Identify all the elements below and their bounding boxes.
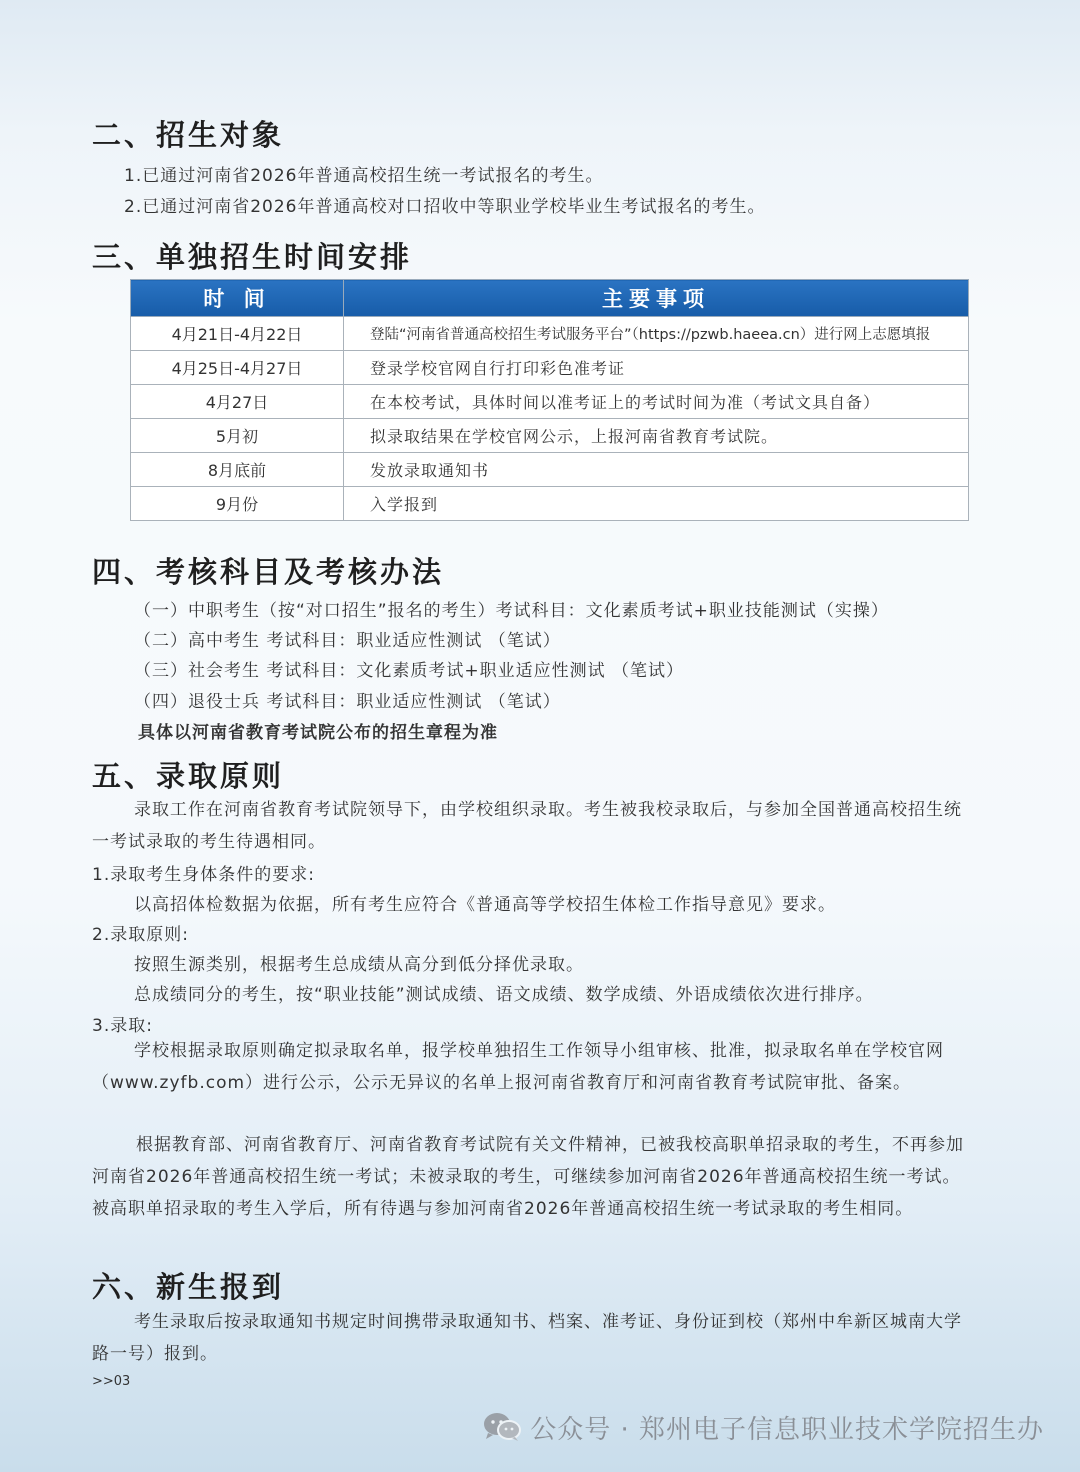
- row-time: 4月21日-4月22日: [131, 317, 344, 351]
- header-event: 主要事项: [344, 280, 969, 317]
- row-event: 拟录取结果在学校官网公示，上报河南省教育考试院。: [344, 419, 969, 453]
- sec4-note: 具体以河南省教育考试院公布的招生章程为准: [138, 723, 498, 743]
- table-row: [131, 453, 969, 487]
- sec5-sub1-text: 以高招体检数据为依据，所有考生应符合《普通高等学校招生体检工作指导意见》要求。: [134, 895, 836, 915]
- sec4-item-4: （四）退役士兵 考试科目：职业适应性测试 （笔试）: [134, 692, 561, 712]
- row-time: 4月27日: [131, 385, 344, 419]
- section-3-title: 三、单独招生时间安排: [92, 240, 413, 274]
- row-time: 8月底前: [131, 453, 344, 487]
- sec5-sub2-text1: 按照生源类别，根据考生总成绩从高分到低分择优录取。: [134, 955, 584, 975]
- schedule-table: [130, 279, 969, 521]
- row-time: 9月份: [131, 487, 344, 521]
- header-time: 时 间: [131, 280, 344, 317]
- sec5-sub3-title: 3.录取:: [92, 1016, 153, 1036]
- sec4-item-2: （二）高中考生 考试科目：职业适应性测试 （笔试）: [134, 631, 561, 651]
- sec2-item-1: 1.已通过河南省2026年普通高校招生统一考试报名的考生。: [124, 166, 604, 186]
- table-row: [131, 385, 969, 419]
- sec5-sub3-text: 学校根据录取原则确定拟录取名单，报学校单独招生工作领导小组审核、批准，拟录取名单在学校官网（www.zyfb.com）进行公示，公示无异议的名单上报河南省教育厅和河南省教育考试院审批、备案。: [92, 1041, 944, 1093]
- row-event: 在本校考试，具体时间以准考证上的考试时间为准（考试文具自备）: [344, 385, 969, 419]
- row-event: 入学报到: [344, 487, 969, 521]
- sec5-sub2-text2: 总成绩同分的考生，按“职业技能”测试成绩、语文成绩、数学成绩、外语成绩依次进行排序。: [134, 985, 874, 1005]
- sec5-intro: 录取工作在河南省教育考试院领导下，由学校组织录取。考生被我校录取后，与参加全国普通高校招生统一考试录取的考生待遇相同。: [92, 800, 962, 852]
- sec2-item-2: 2.已通过河南省2026年普通高校对口招收中等职业学校毕业生考试报名的考生。: [124, 197, 766, 217]
- table-row: [131, 317, 969, 351]
- wechat-icon: [482, 1411, 522, 1450]
- sec5-sub2-title: 2.录取原则:: [92, 925, 189, 945]
- section-4-title: 四、考核科目及考核办法: [92, 555, 445, 589]
- sec5-sub1-title: 1.录取考生身体条件的要求:: [92, 865, 315, 885]
- table-row: [131, 487, 969, 521]
- footer-text: 公众号 · 郑州电子信息职业技术学院招生办: [530, 1415, 1044, 1445]
- row-time: 4月25日-4月27日: [131, 351, 344, 385]
- table-row: [131, 351, 969, 385]
- page-number: >>03: [92, 1374, 131, 1389]
- footer-watermark: [482, 1409, 1044, 1450]
- section-6-title: 六、新生报到: [92, 1270, 285, 1304]
- table-row: [131, 419, 969, 453]
- row-time: 5月初: [131, 419, 344, 453]
- row-event: 登录学校官网自行打印彩色准考证: [344, 351, 969, 385]
- section-2-title: 二、招生对象: [92, 118, 285, 152]
- sec5-final-text: 根据教育部、河南省教育厅、河南省教育考试院有关文件精神，已被我校高职单招录取的考生，不再参加河南省2026年普通高校招生统一考试；未被录取的考生，可继续参加河南省2026年普通高校招生统一考试。被高职单招录取的考生入学后，所有待遇与参加河南省2026年普通高校招生统一考试录取的考生相同。: [92, 1135, 964, 1219]
- schedule-header-row: [131, 280, 969, 317]
- sec4-item-1: （一）中职考生（按“对口招生”报名的考生）考试科目：文化素质考试+职业技能测试（实操）: [134, 601, 889, 621]
- section-5-title: 五、录取原则: [92, 759, 285, 793]
- row-event: 发放录取通知书: [344, 453, 969, 487]
- sec6-text: 考生录取后按录取通知书规定时间携带录取通知书、档案、准考证、身份证到校（郑州中牟新区城南大学路一号）报到。: [92, 1312, 962, 1364]
- row-event: 登陆“河南省普通高校招生考试服务平台”（https://pzwb.haeea.cn）进行网上志愿填报: [344, 317, 969, 351]
- sec4-item-3: （三）社会考生 考试科目：文化素质考试+职业适应性测试 （笔试）: [134, 661, 685, 681]
